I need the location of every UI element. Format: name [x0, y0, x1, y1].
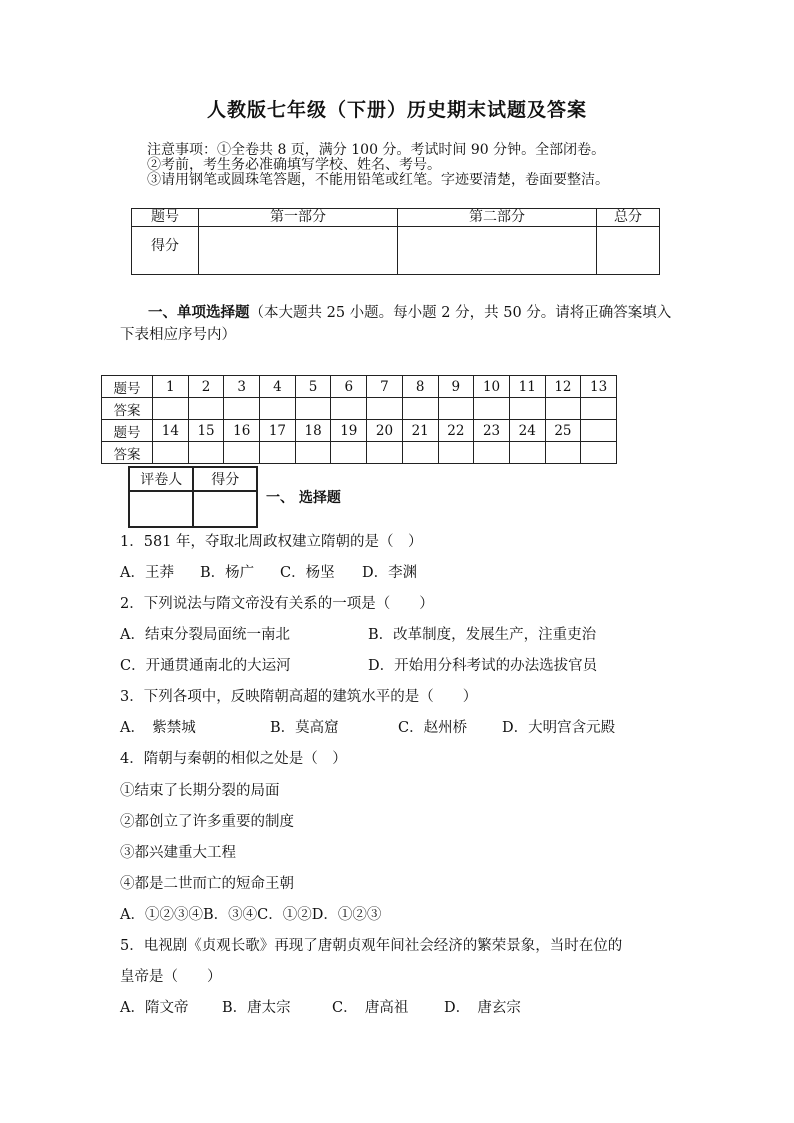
question-number-cell: 6 — [331, 376, 367, 398]
question-number-cell: 20 — [367, 420, 403, 442]
question-number-cell: 17 — [260, 420, 296, 442]
question-3-stem: 3．下列各项中，反映隋朝高超的建筑水平的是（ ） — [120, 689, 478, 705]
q4-item-2: ②都创立了许多重要的制度 — [120, 814, 294, 830]
question-2-options-row-2 — [120, 654, 597, 675]
question-3-options — [120, 716, 615, 737]
score-cell-part2[interactable] — [398, 227, 597, 275]
answer-cell[interactable] — [224, 398, 260, 420]
grader-score-label: 得分 — [193, 467, 257, 491]
answer-cell[interactable] — [331, 442, 367, 464]
document-title: 人教版七年级（下册）历史期末试题及答案 — [206, 99, 587, 121]
answer-cell[interactable] — [402, 442, 438, 464]
question-5-options — [120, 996, 521, 1017]
question-number-cell: 14 — [153, 420, 189, 442]
q2-option-d: D．开始用分科考试的办法选拔官员 — [368, 658, 598, 674]
score-summary-table — [131, 208, 660, 275]
question-number-cell: 9 — [438, 376, 474, 398]
section-heading — [120, 302, 680, 346]
notice-line-3: ③请用钢笔或圆珠笔答题，不能用铅笔或红笔。字迹要清楚，卷面要整洁。 — [147, 172, 609, 188]
answer-cell[interactable] — [545, 398, 581, 420]
answer-cell[interactable] — [581, 398, 617, 420]
q3-option-d: D．大明宫含元殿 — [502, 720, 616, 736]
answer-cell[interactable] — [438, 398, 474, 420]
answer-cell[interactable] — [188, 442, 224, 464]
answer-cell[interactable] — [153, 398, 189, 420]
question-number-cell: 4 — [260, 376, 296, 398]
q1-option-b: B．杨广 — [200, 565, 255, 581]
score-cell-part1[interactable] — [199, 227, 398, 275]
answer-cell[interactable] — [509, 442, 545, 464]
question-2-stem: 2．下列说法与隋文帝没有关系的一项是（ ） — [120, 596, 434, 612]
question-number-cell: 11 — [509, 376, 545, 398]
q3-option-c: C．赵州桥 — [398, 720, 468, 736]
answer-cell[interactable] — [438, 442, 474, 464]
notice-line-2: ②考前，考生务必准确填写学校、姓名、考号。 — [147, 157, 441, 173]
question-number-cell: 21 — [402, 420, 438, 442]
question-4-options: A．①②③④B．③④C．①②D．①②③ — [120, 907, 382, 923]
question-number-cell: 5 — [295, 376, 331, 398]
q5-option-a: A．隋文帝 — [120, 1000, 189, 1016]
question-number-cell: 18 — [295, 420, 331, 442]
notice-line-1: 注意事项：①全卷共 8 页，满分 100 分。考试时间 90 分钟。全部闭卷。 — [147, 142, 606, 158]
q1-option-d: D．李渊 — [362, 565, 418, 581]
question-number-cell: 25 — [545, 420, 581, 442]
score-row-label: 得分 — [132, 227, 199, 275]
answer-cell[interactable] — [224, 442, 260, 464]
question-number-cell: 3 — [224, 376, 260, 398]
answer-cell[interactable] — [188, 398, 224, 420]
question-number-cell: 22 — [438, 420, 474, 442]
q5-option-d: D． 唐玄宗 — [444, 1000, 521, 1016]
question-number-cell: 19 — [331, 420, 367, 442]
answer-row-label-number: 题号 — [102, 376, 153, 398]
grader-box — [128, 466, 258, 528]
question-number-cell: 1 — [153, 376, 189, 398]
exam-notice — [147, 143, 609, 188]
answer-cell[interactable] — [581, 442, 617, 464]
question-5-stem: 5．电视剧《贞观长歌》再现了唐朝贞观年间社会经济的繁荣景象，当时在位的 — [120, 938, 623, 954]
question-number-cell: 13 — [581, 376, 617, 398]
question-number-cell: 10 — [474, 376, 510, 398]
question-number-cell: 16 — [224, 420, 260, 442]
answer-cell[interactable] — [367, 442, 403, 464]
question-number-cell: 24 — [509, 420, 545, 442]
q4-item-3: ③都兴建重大工程 — [120, 845, 236, 861]
q5-option-c: C． 唐高祖 — [332, 1000, 409, 1016]
answer-cell[interactable] — [295, 398, 331, 420]
grader-label: 评卷人 — [129, 467, 193, 491]
question-number-cell: 15 — [188, 420, 224, 442]
question-2-options-row-1 — [120, 623, 596, 644]
score-header-part1: 第一部分 — [199, 209, 398, 227]
score-cell-total[interactable] — [597, 227, 660, 275]
score-header-part2: 第二部分 — [398, 209, 597, 227]
answer-cell[interactable] — [545, 442, 581, 464]
score-header-number: 题号 — [132, 209, 199, 227]
answer-cell[interactable] — [260, 398, 296, 420]
answer-cell[interactable] — [402, 398, 438, 420]
question-number-cell: 2 — [188, 376, 224, 398]
answer-row-label-answer: 答案 — [102, 398, 153, 420]
answer-row-label-number: 题号 — [102, 420, 153, 442]
question-4-stem: 4．隋朝与秦朝的相似之处是（ ） — [120, 751, 347, 767]
q2-option-c: C．开通贯通南北的大运河 — [120, 658, 291, 674]
q3-option-a: A． 紫禁城 — [120, 720, 196, 736]
section-number: 一、 — [148, 304, 177, 321]
answer-cell[interactable] — [260, 442, 296, 464]
section-title: 单项选择题 — [177, 304, 250, 321]
answer-cell[interactable] — [474, 442, 510, 464]
answer-cell[interactable] — [474, 398, 510, 420]
question-number-cell: 8 — [402, 376, 438, 398]
q5-option-b: B．唐太宗 — [222, 1000, 291, 1016]
score-header-total: 总分 — [597, 209, 660, 227]
answer-cell[interactable] — [153, 442, 189, 464]
question-5-stem-continued: 皇帝是（ ） — [120, 969, 222, 985]
question-number-cell: 23 — [474, 420, 510, 442]
q4-item-1: ①结束了长期分裂的局面 — [120, 783, 280, 799]
q1-option-c: C．杨坚 — [280, 565, 335, 581]
q3-option-b: B．莫高窟 — [270, 720, 339, 736]
grader-name-cell[interactable] — [129, 491, 193, 527]
answer-cell[interactable] — [367, 398, 403, 420]
question-number-cell: 12 — [545, 376, 581, 398]
question-number-cell — [581, 420, 617, 442]
answer-cell[interactable] — [509, 398, 545, 420]
grader-score-cell[interactable] — [193, 491, 257, 527]
answer-cell[interactable] — [331, 398, 367, 420]
answer-cell[interactable] — [295, 442, 331, 464]
section-instructions: （本大题共 25 小题。每小题 2 分，共 50 分。请将正确答案填入下表相应序号内） — [120, 305, 672, 343]
answer-sheet-table — [101, 375, 617, 464]
answer-row-label-answer: 答案 — [102, 442, 153, 464]
question-1-stem: 1．581 年，夺取北周政权建立隋朝的是（ ） — [120, 534, 423, 550]
q2-option-a: A．结束分裂局面统一南北 — [120, 627, 290, 643]
sub-heading: 一、 选择题 — [266, 490, 341, 506]
q1-option-a: A．王莽 — [120, 565, 174, 581]
question-1-options — [120, 561, 417, 582]
q2-option-b: B．改革制度，发展生产，注重吏治 — [368, 627, 597, 643]
question-number-cell: 7 — [367, 376, 403, 398]
q4-item-4: ④都是二世而亡的短命王朝 — [120, 876, 294, 892]
